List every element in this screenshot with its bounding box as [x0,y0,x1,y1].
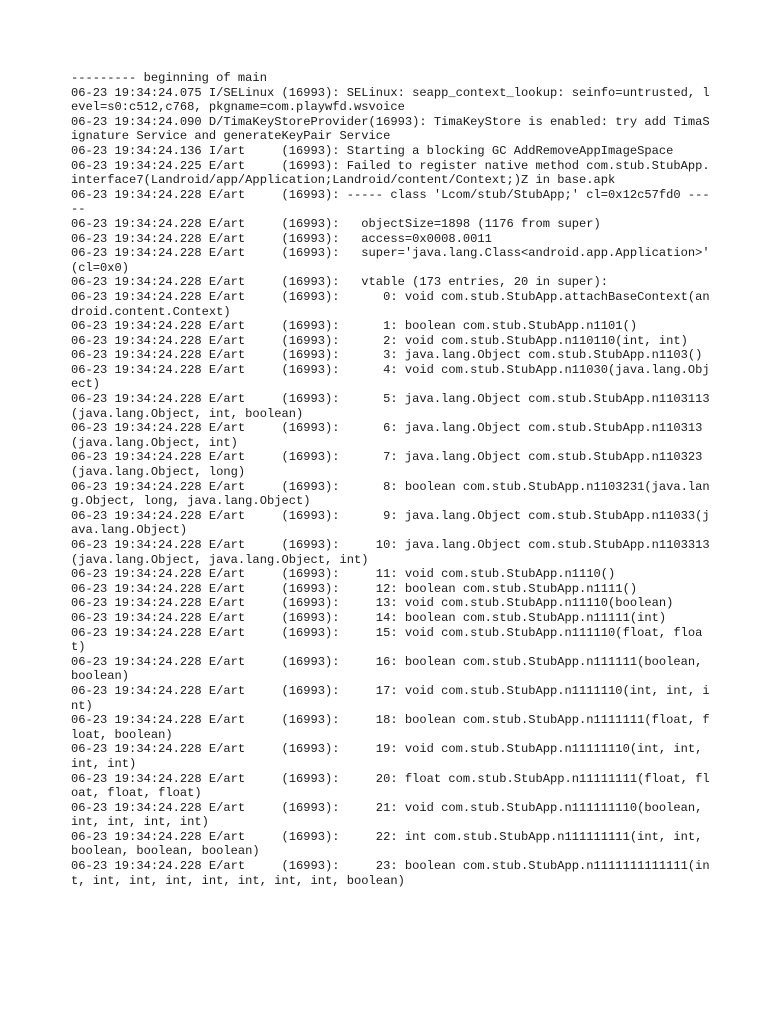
log-line: 06-23 19:34:24.228 E/art (16993): 23: boolean com.stub.StubApp.n1111111111111(int, int, int, int, int, int, int, int, boolean) [71,859,710,888]
log-line: 06-23 19:34:24.228 E/art (16993): 19: void com.stub.StubApp.n11111110(int, int, int, int) [71,742,710,771]
log-line: 06-23 19:34:24.228 E/art (16993): vtable (173 entries, 20 in super): [71,275,609,290]
log-line: 06-23 19:34:24.228 E/art (16993): 5: java.lang.Object com.stub.StubApp.n1103113(java.lang.Object, int, boolean) [71,392,710,421]
log-line: 06-23 19:34:24.228 E/art (16993): 16: boolean com.stub.StubApp.n111111(boolean, boolean) [71,654,710,684]
log-line: 06-23 19:34:24.228 E/art (16993): 0: void com.stub.StubApp.attachBaseContext(android.content.Context) [71,289,710,319]
log-line: 06-23 19:34:24.228 E/art (16993): 4: void com.stub.StubApp.n11030(java.lang.Object) [71,362,710,392]
log-line: 06-23 19:34:24.228 E/art (16993): 21: void com.stub.StubApp.n111111110(boolean, int, int, int, int) [71,800,710,830]
log-line: 06-23 19:34:24.228 E/art (16993): 18: boolean com.stub.StubApp.n1111111(float, float, boolean) [71,713,710,742]
log-line: 06-23 19:34:24.228 E/art (16993): objectSize=1898 (1176 from super) [71,216,601,231]
log-line: 06-23 19:34:24.228 E/art (16993): 20: float com.stub.StubApp.n11111111(float, float, float, float) [71,771,710,801]
log-line: 06-23 19:34:24.225 E/art (16993): Failed to register native method com.stub.StubApp.interface7(Landroid/app/Application;Landroid/content/Context;)Z in base.apk [71,158,710,188]
log-line: 06-23 19:34:24.075 I/SELinux (16993): SELinux: seapp_context_lookup: seinfo=untrusted, level=s0:c512,c768, pkgname=com.playwfd.wsvoice [71,85,710,115]
log-line: 06-23 19:34:24.228 E/art (16993): 13: void com.stub.StubApp.n11110(boolean) [71,596,674,611]
log-document [71,71,717,888]
log-line: 06-23 19:34:24.228 E/art (16993): 12: boolean com.stub.StubApp.n1111() [71,581,638,596]
log-line: 06-23 19:34:24.136 I/art (16993): Starting a blocking GC AddRemoveAppImageSpace [71,143,674,158]
log-line: 06-23 19:34:24.228 E/art (16993): super='java.lang.Class<android.app.Application>' (cl=0x0) [71,246,717,275]
log-line: 06-23 19:34:24.228 E/art (16993): 9: java.lang.Object com.stub.StubApp.n11033(java.lang.Object) [71,508,710,538]
log-line: 06-23 19:34:24.228 E/art (16993): 2: void com.stub.StubApp.n110110(int, int) [71,333,688,348]
log-line: 06-23 19:34:24.228 E/art (16993): 22: int com.stub.StubApp.n111111111(int, int, boolean, boolean, boolean) [71,829,710,859]
log-line: 06-23 19:34:24.228 E/art (16993): ----- class 'Lcom/stub/StubApp;' cl=0x12c57fd0 ----- [71,187,710,217]
log-line: 06-23 19:34:24.090 D/TimaKeyStoreProvider(16993): TimaKeyStore is enabled: try add TimaSignature Service and generateKeyPair Service [71,114,710,144]
log-line: 06-23 19:34:24.228 E/art (16993): 7: java.lang.Object com.stub.StubApp.n110323(java.lang.Object, long) [71,450,703,480]
log-line: --------- beginning of main [71,71,267,85]
log-line: 06-23 19:34:24.228 E/art (16993): 3: java.lang.Object com.stub.StubApp.n1103() [71,348,703,363]
log-line: 06-23 19:34:24.228 E/art (16993): 17: void com.stub.StubApp.n1111110(int, int, int) [71,683,710,713]
log-line: 06-23 19:34:24.228 E/art (16993): 10: java.lang.Object com.stub.StubApp.n1103313(java.lang.Object, java.lang.Object, int) [71,538,710,567]
log-line: 06-23 19:34:24.228 E/art (16993): 6: java.lang.Object com.stub.StubApp.n110313(java.lang.Object, int) [71,421,703,450]
log-line: 06-23 19:34:24.228 E/art (16993): access=0x0008.0011 [71,231,492,246]
log-line: 06-23 19:34:24.228 E/art (16993): 1: boolean com.stub.StubApp.n1101() [71,319,638,334]
log-line: 06-23 19:34:24.228 E/art (16993): 14: boolean com.stub.StubApp.n11111(int) [71,610,667,625]
log-line: 06-23 19:34:24.228 E/art (16993): 15: void com.stub.StubApp.n111110(float, float) [71,625,703,655]
log-line: 06-23 19:34:24.228 E/art (16993): 8: boolean com.stub.StubApp.n1103231(java.lang.Object, long, java.lang.Object) [71,479,710,509]
log-line: 06-23 19:34:24.228 E/art (16993): 11: void com.stub.StubApp.n1110() [71,567,616,582]
